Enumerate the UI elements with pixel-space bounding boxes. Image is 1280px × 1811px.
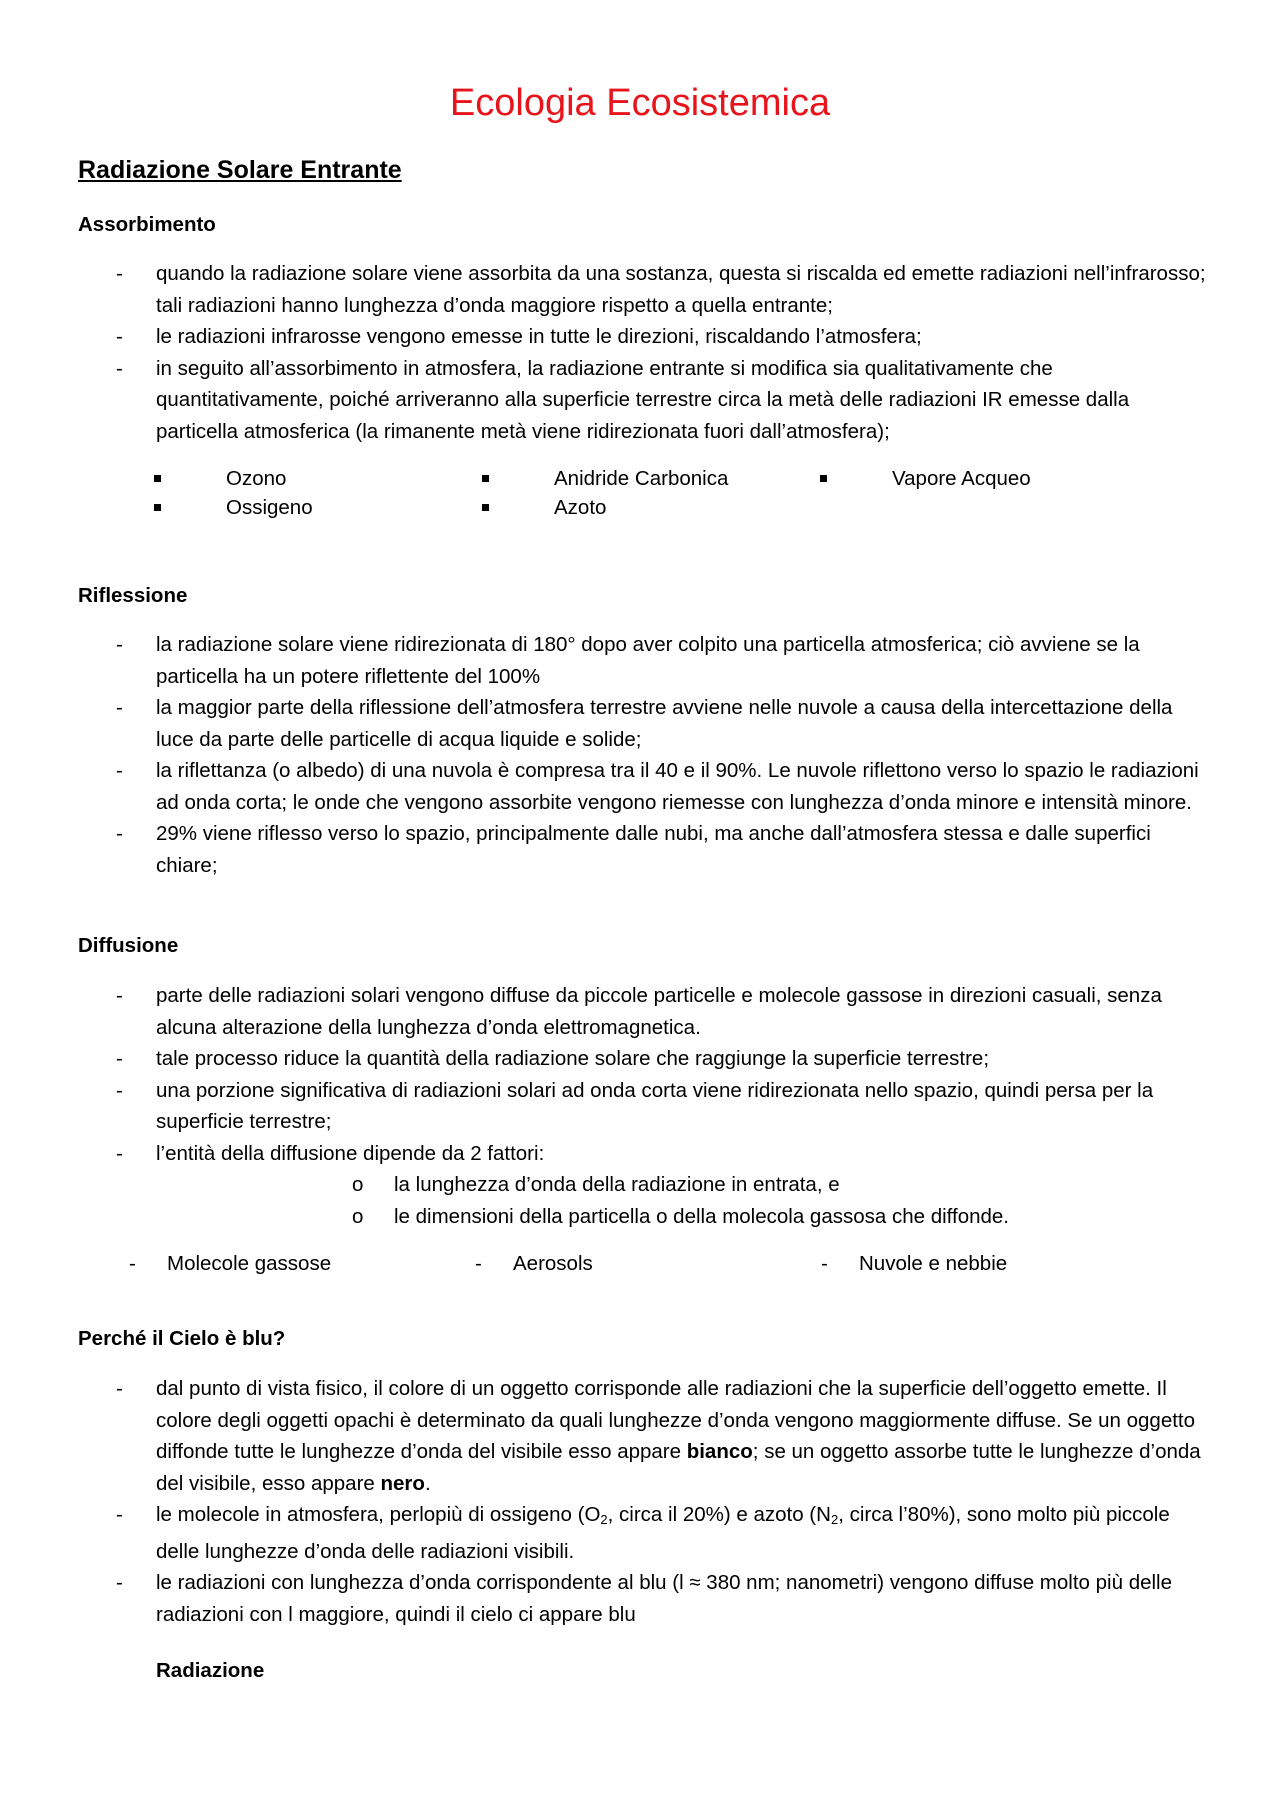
cielo-list bbox=[0, 1373, 1280, 1630]
list-item: o la lunghezza d’onda della radiazione in entrata, e bbox=[352, 1173, 840, 1196]
square-bullet-icon bbox=[482, 504, 489, 511]
heading-riflessione: Riflessione bbox=[78, 584, 188, 607]
list-item: - le radiazioni infrarosse vengono emesse in tutte le direzioni, riscaldando l’atmosfera; bbox=[116, 325, 922, 348]
list-item: - la radiazione solare viene ridirezionata di 180° dopo aver colpito una particella atmosferica; ciò avviene se la particella ha un potere riflettente del 100% bbox=[116, 633, 1140, 688]
list-item: - in seguito all’assorbimento in atmosfera, la radiazione entrante si modifica sia qualitativamente che quantitativamente, poiché arriveranno alla superficie terrestre circa la metà delle radiazioni IR emesse dalla particella atmosferica (la rimanente metà viene ridirezionata fuori dall’atmosfera); bbox=[116, 356, 1130, 443]
list-item: - Aerosols bbox=[475, 1252, 593, 1275]
diffusione-list bbox=[0, 980, 1280, 1232]
list-item: - quando la radiazione solare viene assorbita da una sostanza, questa si riscalda ed emette radiazioni nell’infrarosso; tali radiazioni hanno lunghezza d’onda maggiore rispetto a quella entrante; bbox=[116, 262, 1206, 317]
list-item: - la maggior parte della riflessione dell’atmosfera terrestre avviene nelle nuvole a causa della intercettazione della luce da parte delle particelle di acqua liquide e solide; bbox=[116, 696, 1173, 751]
list-item: - le radiazioni con lunghezza d’onda corrispondente al blu (l ≈ 380 nm; nanometri) vengono diffuse molto più delle radiazioni con l maggiore, quindi il cielo ci appare blu bbox=[116, 1571, 1173, 1626]
section-heading-radiazione-solare: Radiazione Solare Entrante bbox=[78, 156, 402, 184]
gas-item: Azoto bbox=[554, 493, 606, 522]
list-item: - una porzione significativa di radiazioni solari ad onda corta viene ridirezionata nello spazio, quindi persa per la superficie terrestre; bbox=[116, 1078, 1154, 1133]
heading-cielo-blu: Perché il Cielo è blu? bbox=[78, 1327, 286, 1350]
square-bullet-icon bbox=[154, 475, 161, 482]
square-bullet-icon bbox=[820, 475, 827, 482]
square-bullet-icon bbox=[154, 504, 161, 511]
assorbimento-list bbox=[0, 258, 1280, 447]
document-title: Ecologia Ecosistemica bbox=[449, 82, 831, 124]
riflessione-list bbox=[0, 629, 1280, 881]
heading-radiazione: Radiazione bbox=[156, 1659, 265, 1682]
list-item: - parte delle radiazioni solari vengono diffuse da piccole particelle e molecole gassose in direzioni casuali, senza alcuna alterazione della lunghezza d’onda elettromagnetica. bbox=[116, 984, 1162, 1039]
gas-item: Anidride Carbonica bbox=[554, 464, 728, 493]
diffusione-factors-list bbox=[156, 1169, 1206, 1232]
heading-assorbimento: Assorbimento bbox=[78, 213, 216, 236]
list-item: - 29% viene riflesso verso lo spazio, principalmente dalle nubi, ma anche dall’atmosfera stessa e dalle superfici chiare; bbox=[116, 822, 1151, 877]
list-item: - tale processo riduce la quantità della radiazione solare che raggiunge la superficie terrestre; bbox=[116, 1047, 990, 1070]
list-item: o le dimensioni della particella o della molecola gassosa che diffonde. bbox=[352, 1204, 1009, 1228]
gas-item: Ozono bbox=[226, 464, 286, 493]
list-item: - dal punto di vista fisico, il colore di un oggetto corrisponde alle radiazioni che la superficie dell’oggetto emette. Il colore degli oggetti opachi è determinato da quali lunghezze d’onda vengono maggiormente diffuse. Se un oggetto diffonde tutte le lunghezze d’onda del visibile esso appare bianco; se un oggetto assorbe tutte le lunghezze d’onda del visibile, esso appare nero. bbox=[116, 1377, 1201, 1495]
gas-item: Ossigeno bbox=[226, 493, 313, 522]
square-bullet-icon bbox=[482, 475, 489, 482]
absorbing-gases-list bbox=[0, 464, 1280, 528]
list-item: - l’entità della diffusione dipende da 2 fattori: o la lunghezza d’onda della radiazione in entrata, e o le dimensioni della particella o della molecola gassosa che diffonde. bbox=[0, 1138, 1206, 1233]
list-item: - Nuvole e nebbie bbox=[821, 1252, 1008, 1275]
list-item: - la riflettanza (o albedo) di una nuvola è compresa tra il 40 e il 90%. Le nuvole riflettono verso lo spazio le radiazioni ad onda corta; le onde che vengono assorbite vengono riemesse con lunghezza d’onda minore e intensità minore. bbox=[116, 759, 1199, 814]
scatterers-list bbox=[0, 1248, 1280, 1280]
list-item: - le molecole in atmosfera, perlopiù di ossigeno ($O_2$, circa il 20%) e azoto ($N_2$, circa l’80%), sono molto più piccole delle lunghezze d’onda delle radiazioni visibili. bbox=[116, 1503, 1170, 1563]
list-item: - Molecole gassose bbox=[129, 1252, 332, 1275]
heading-diffusione: Diffusione bbox=[78, 934, 179, 957]
gas-item: Vapore Acqueo bbox=[892, 464, 1031, 493]
